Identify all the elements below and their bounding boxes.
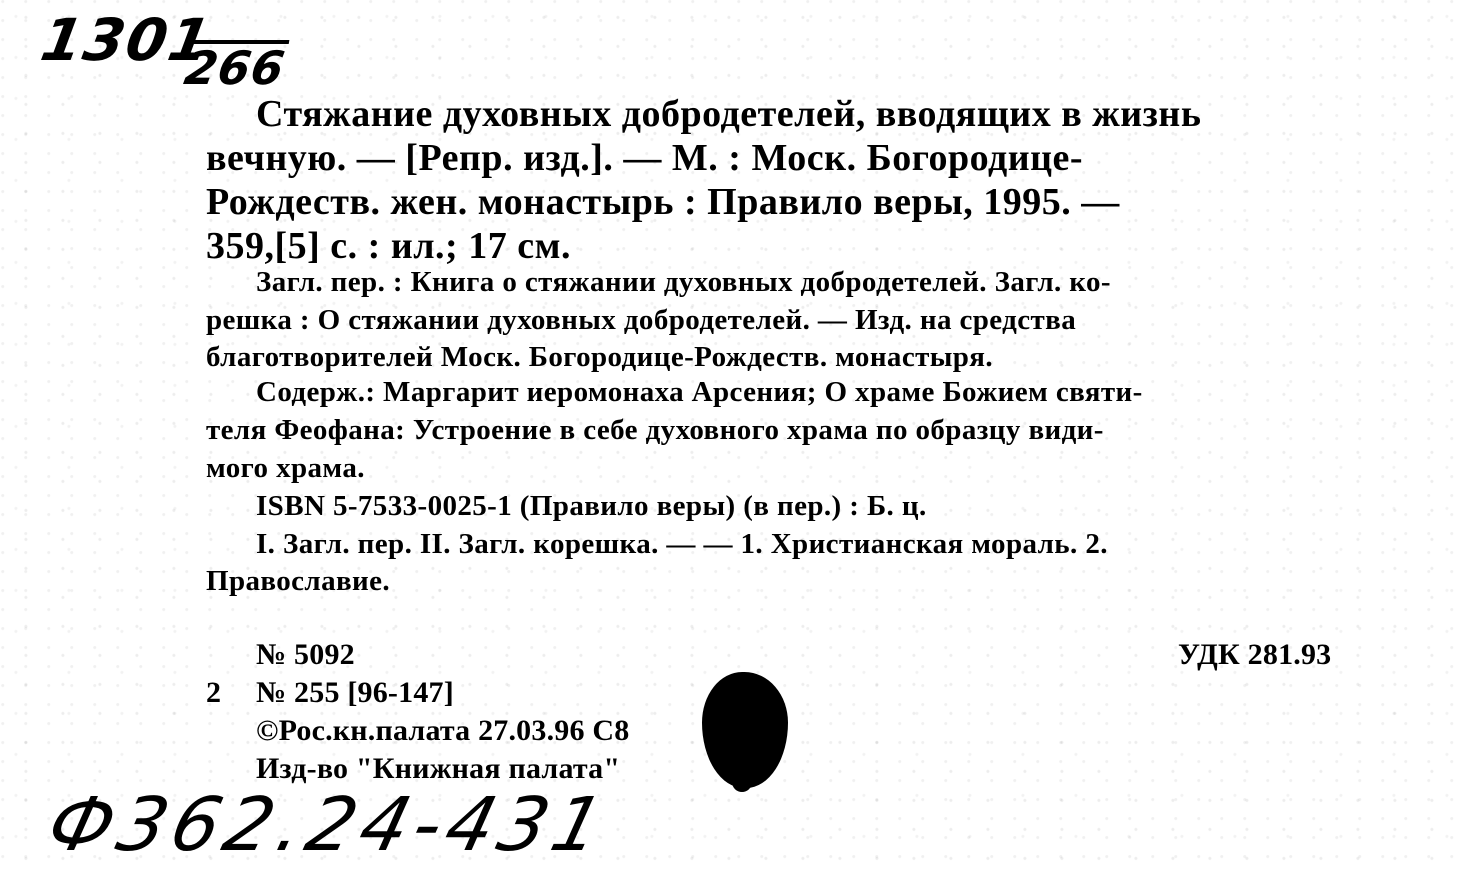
handwritten-call-number-top-sub: 266 [180,41,290,95]
title-note-line-1: Загл. пер. : Книга о стяжании духовных добродетелей. Загл. ко- [256,266,1111,298]
contents-line-1: Содерж.: Маргарит иеромонаха Арсения; О храме Божием святи- [256,376,1143,408]
isbn-line: ISBN 5-7533-0025-1 (Правило веры) (в пер.) : Б. ц. [256,490,927,522]
contents-line-3: мого храма. [206,452,365,484]
udk-code: УДК 281.93 [1178,638,1332,671]
card-number: № 5092 [256,638,355,671]
card-number-2: № 255 [96-147] [256,676,454,709]
title-note-line-2: решка : О стяжании духовных добродетелей. — Изд. на средства [206,304,1077,336]
copyright-line: ©Рос.кн.палата 27.03.96 С8 [256,714,630,747]
title-note-line-3: благотворителей Моск. Богородице-Рождеств. монастыря. [206,341,994,373]
handwritten-call-number-bottom: Ф362.24-431 [39,782,618,868]
tracings-line-1: I. Загл. пер. II. Загл. корешка. — — 1. Христианская мораль. 2. [256,528,1108,560]
ink-blot [702,672,788,788]
title-line-1: Стяжание духовных добродетелей, вводящих в жизнь [256,93,1202,135]
publisher-line: Изд-во "Книжная палата" [256,752,621,785]
tracings-line-2: Православие. [206,565,391,597]
row-prefix: 2 [206,676,222,709]
title-line-2: вечную. — [Репр. изд.]. — М. : Моск. Богородице- [206,137,1084,179]
title-line-3: Рождеств. жен. монастырь : Правило веры, 1995. — [206,181,1120,223]
title-line-4: 359,[5] с. : ил.; 17 см. [206,225,571,267]
handwritten-call-number-top: 1301 [36,6,218,74]
contents-line-2: теля Феофана: Устроение в себе духовного храма по образцу види- [206,414,1104,446]
